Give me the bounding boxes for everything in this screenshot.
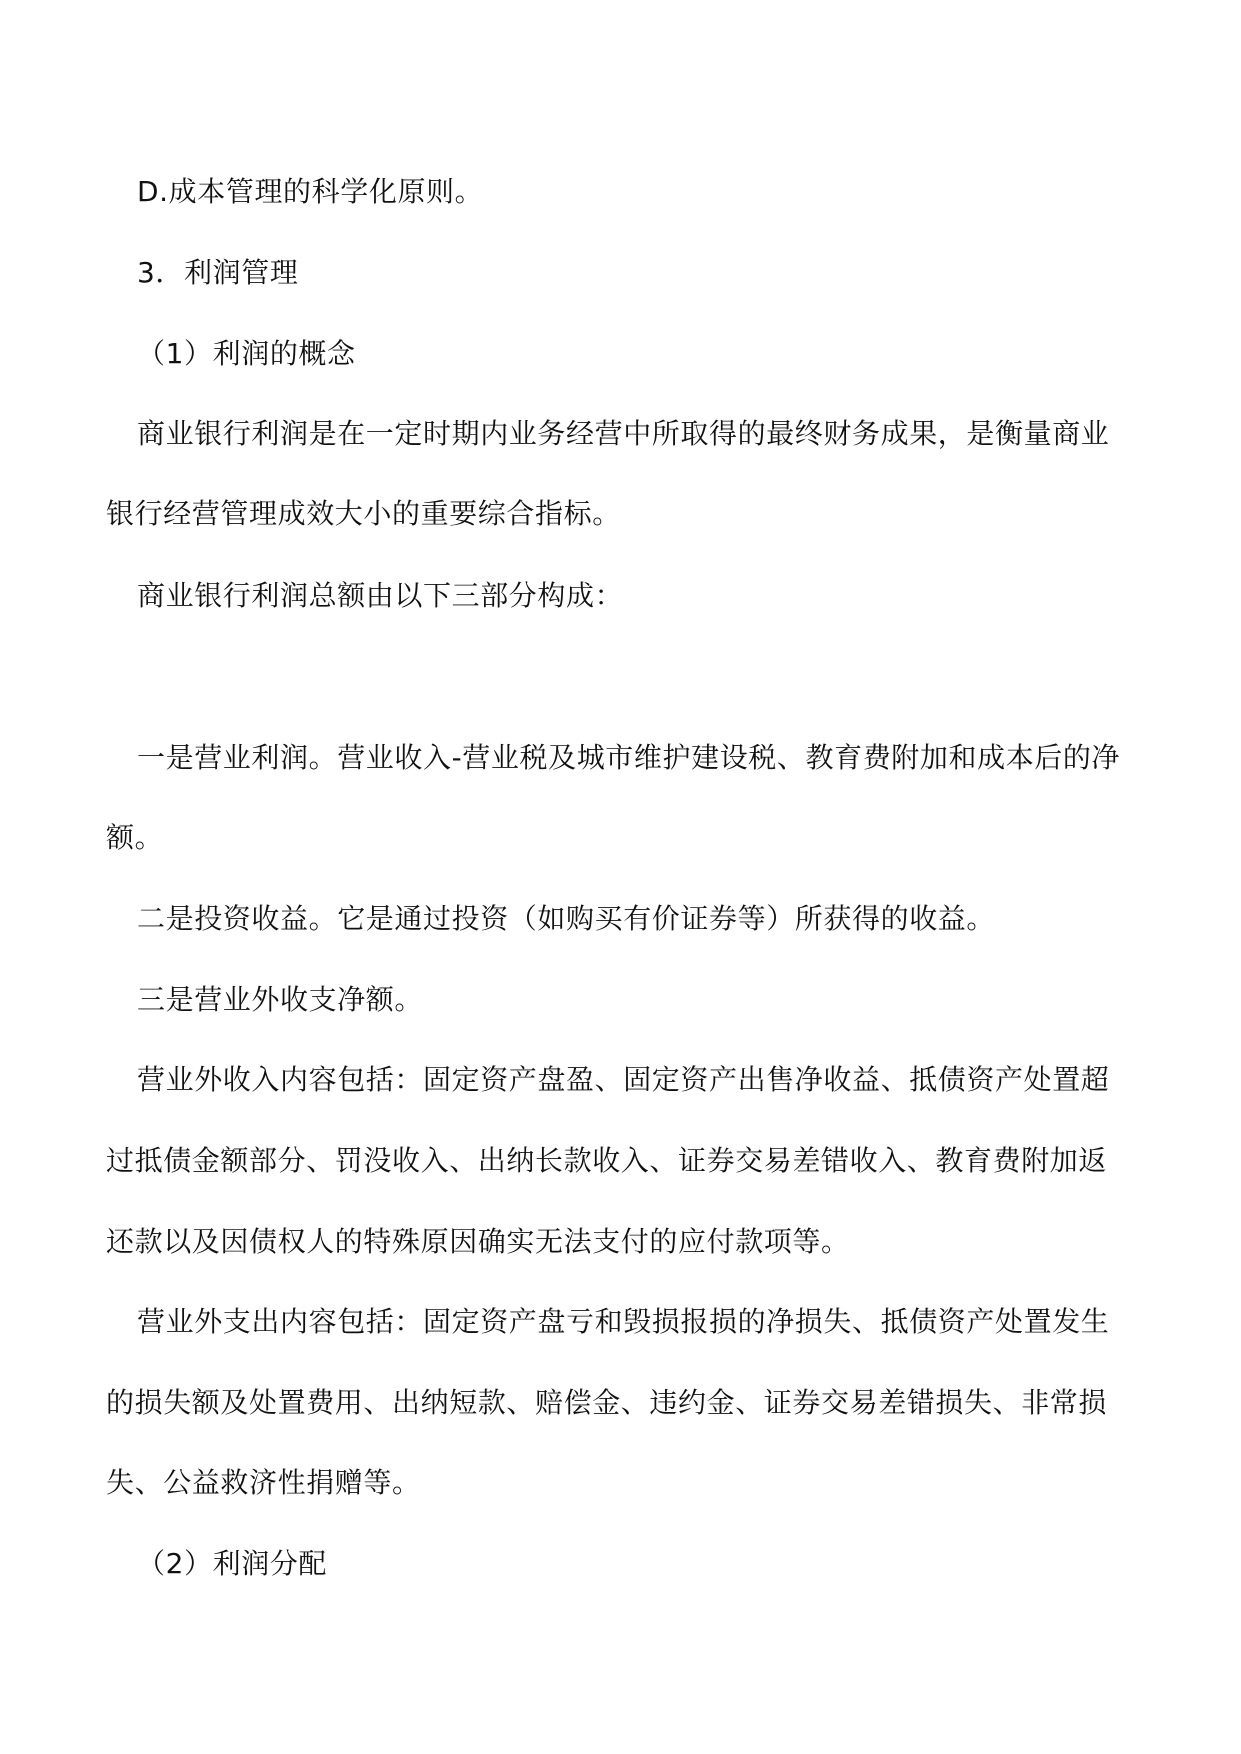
paragraph-line: 额。 <box>106 821 164 854</box>
paragraph-line: 三是营业外收支净额。 <box>137 983 424 1016</box>
paragraph-line: 的损失额及处置费用、出纳短款、赔偿金、违约金、证券交易差错损失、非常损 <box>106 1386 1108 1419</box>
subsection-heading: （2）利润分配 <box>137 1547 328 1580</box>
paragraph-line: 二是投资收益。它是通过投资（如购买有价证券等）所获得的收益。 <box>137 902 996 935</box>
section-heading: 3．利润管理 <box>137 256 299 289</box>
paragraph-line: 营业外收入内容包括：固定资产盘盈、固定资产出售净收益、抵债资产处置超 <box>137 1063 1110 1096</box>
text-line: D.成本管理的科学化原则。 <box>137 175 484 208</box>
paragraph-line: 商业银行利润是在一定时期内业务经营中所取得的最终财务成果，是衡量商业 <box>137 417 1110 450</box>
paragraph-line: 过抵债金额部分、罚没收入、出纳长款收入、证券交易差错收入、教育费附加返 <box>106 1144 1108 1177</box>
paragraph-line: 还款以及因债权人的特殊原因确实无法支付的应付款项等。 <box>106 1225 850 1258</box>
paragraph-line: 银行经营管理成效大小的重要综合指标。 <box>106 497 621 530</box>
paragraph-line: 失、公益救济性捐赠等。 <box>106 1466 421 1499</box>
paragraph-line: 商业银行利润总额由以下三部分构成： <box>137 579 624 612</box>
paragraph-line: 一是营业利润。营业收入-营业税及城市维护建设税、教育费附加和成本后的净 <box>137 741 1121 774</box>
subsection-heading: （1）利润的概念 <box>137 337 356 370</box>
paragraph-line: 营业外支出内容包括：固定资产盘亏和毁损报损的净损失、抵债资产处置发生 <box>137 1305 1110 1338</box>
